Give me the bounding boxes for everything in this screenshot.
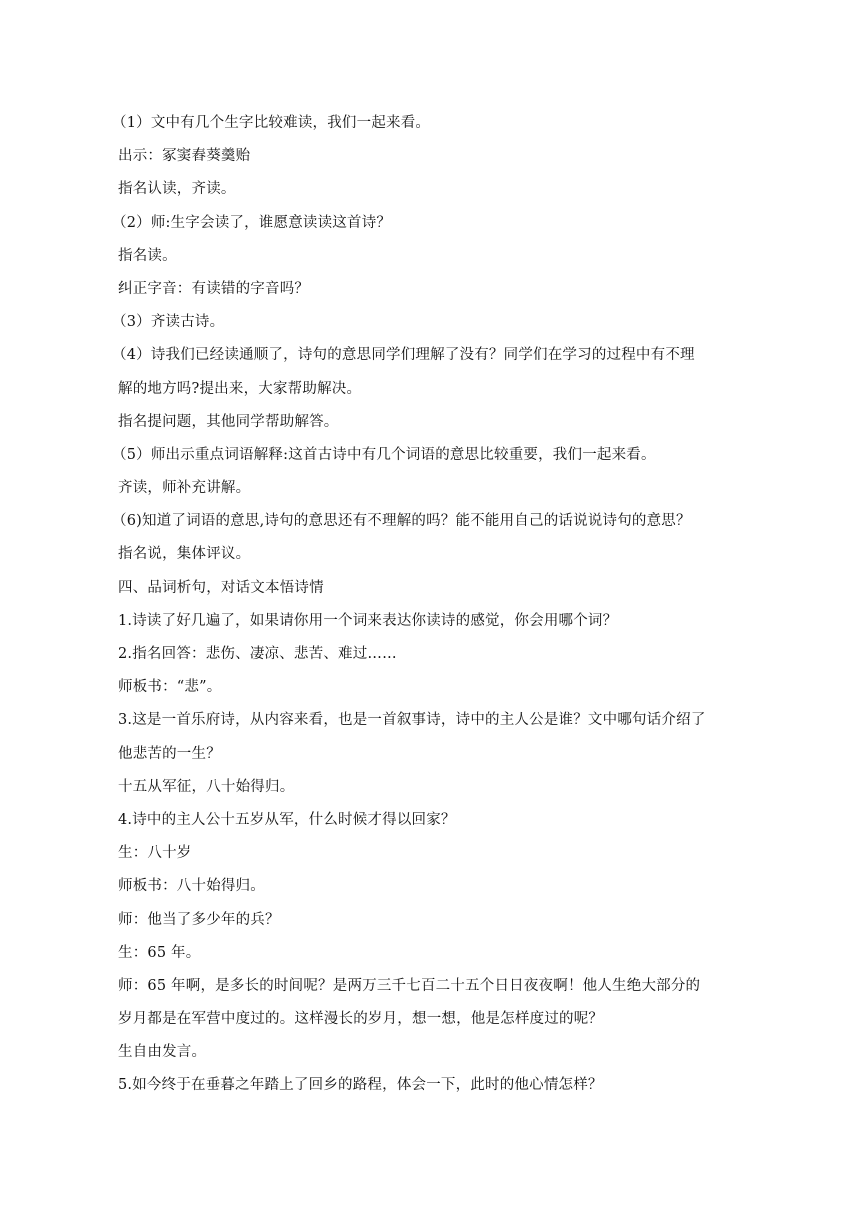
paragraph-line: 4.诗中的主人公十五岁从军，什么时候才得以回家？: [118, 811, 456, 828]
paragraph-line: （6)知道了词语的意思,诗句的意思还有不理解的吗？能不能用自己的话说说诗句的意思？: [112, 513, 691, 530]
paragraph-line: 解的地方吗?提出来，大家帮助解决。: [118, 380, 362, 397]
paragraph-line: 1.诗读了好几遍了，如果请你用一个词来表达你读诗的感觉，你会用哪个词？: [118, 612, 618, 629]
paragraph-line: 5.如今终于在垂暮之年踏上了回乡的路程，体会一下，此时的他心情怎样？: [118, 1077, 603, 1094]
paragraph-line: 生：65 年。: [118, 944, 201, 961]
paragraph-line: 岁月都是在军营中度过的。这样漫长的岁月，想一想，他是怎样度过的呢？: [118, 1011, 604, 1028]
paragraph-line: （3）齐读古诗。: [112, 314, 225, 331]
paragraph-line: 2.指名回答：悲伤、凄凉、悲苦、难过……: [118, 646, 397, 662]
paragraph-line: 生：八十岁: [118, 845, 192, 862]
paragraph-line: 生自由发言。: [118, 1044, 207, 1061]
paragraph-line: （5）师出示重点词语解释:这首古诗中有几个词语的意思比较重要，我们一起来看。: [112, 446, 656, 463]
section-heading: 四、品词析句，对话文本悟诗情: [118, 579, 324, 596]
paragraph-line: 出示：冢窦舂葵羹贻: [118, 148, 251, 165]
paragraph-line: 指名认读，齐读。: [118, 181, 236, 198]
paragraph-line: （4）诗我们已经读通顺了，诗句的意思同学们理解了没有？同学们在学习的过程中有不理: [112, 347, 695, 364]
paragraph-line: 十五从军征，八十始得归。: [118, 778, 295, 795]
paragraph-line: 师：他当了多少年的兵？: [118, 911, 280, 928]
paragraph-line: 指名读。: [118, 247, 177, 264]
paragraph-line: 师：65 年啊，是多长的时间呢？是两万三千七百二十五个日日夜夜啊！他人生绝大部分的: [118, 977, 701, 994]
document-body: [112, 107, 738, 1103]
paragraph-line: 指名说，集体评议。: [118, 546, 251, 563]
paragraph-line: 师板书：“悲”。: [118, 679, 222, 696]
paragraph-line: 3.这是一首乐府诗，从内容来看，也是一首叙事诗，诗中的主人公是谁？文中哪句话介绍了: [118, 712, 706, 729]
paragraph-line: 师板书：八十始得归。: [118, 878, 265, 895]
paragraph-line: （2）师:生字会读了，谁愿意读读这首诗？: [112, 214, 392, 231]
paragraph-line: 齐读，师补充讲解。: [118, 480, 251, 497]
paragraph-line: （1）文中有几个生字比较难读，我们一起来看。: [112, 115, 431, 131]
paragraph-line: 纠正字音：有读错的字音吗？: [118, 280, 310, 297]
paragraph-line: 他悲苦的一生？: [118, 745, 221, 762]
paragraph-line: 指名提问题，其他同学帮助解答。: [118, 413, 339, 430]
